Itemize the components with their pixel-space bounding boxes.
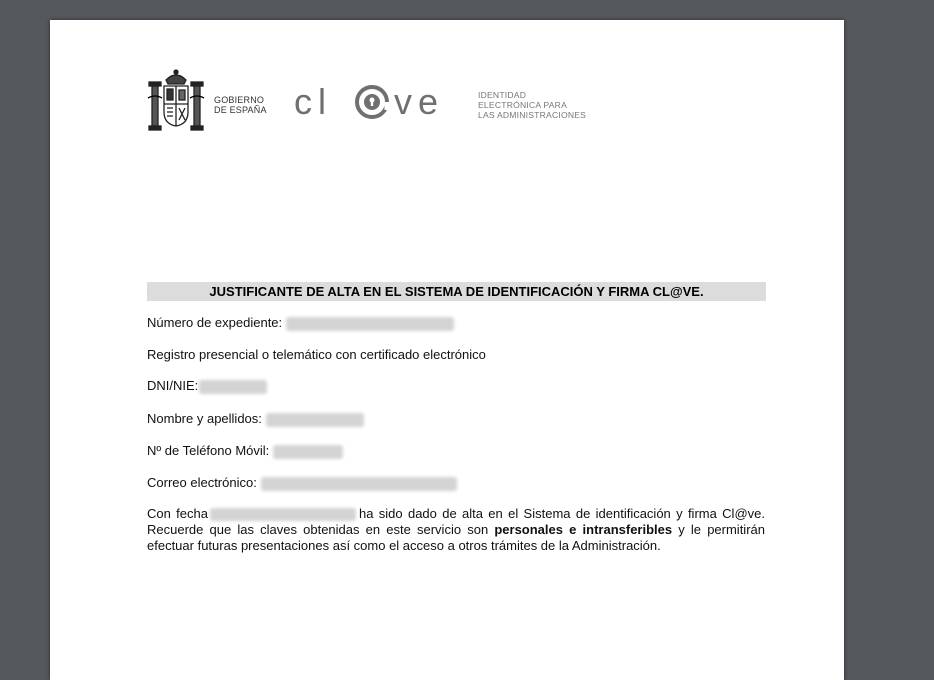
expediente-label: Número de expediente: — [147, 315, 283, 330]
redacted-expediente — [286, 317, 454, 331]
alta-paragraph — [147, 506, 765, 554]
registro-row — [147, 347, 486, 363]
correo-row — [147, 475, 457, 491]
nombre-row — [147, 411, 364, 427]
clave-logo — [294, 82, 469, 122]
document-title: JUSTIFICANTE DE ALTA EN EL SISTEMA DE IDENTIFICACIÓN Y FIRMA CL@VE. — [147, 282, 766, 301]
identidad-electronica-label — [478, 90, 586, 120]
expediente-row — [147, 315, 454, 331]
para-bold: personales e intransferibles — [494, 522, 673, 537]
para-prefix: Con fecha — [147, 506, 208, 521]
redacted-dni — [199, 380, 267, 394]
spain-coat-of-arms-icon — [146, 68, 206, 134]
redacted-telefono — [273, 445, 343, 459]
redacted-fecha — [210, 508, 356, 521]
correo-label: Correo electrónico: — [147, 475, 257, 490]
gobierno-espana-label — [214, 95, 267, 115]
para-middle: ha sido dado de alta en el Sistema de identificación y firma Cl@ve. Recuerde que las claves obtenidas en este servicio son — [147, 506, 765, 537]
para-suffix: y le permitirán efectuar futuras presentaciones así como el acceso a otros trámites de la Administración. — [147, 522, 765, 553]
dni-label: DNI/NIE: — [147, 378, 199, 393]
nombre-label: Nombre y apellidos: — [147, 411, 262, 426]
telefono-label: Nº de Teléfono Móvil: — [147, 443, 270, 458]
registro-text: Registro presencial o telemático con certificado electrónico — [147, 347, 486, 362]
gobierno-line-2: DE ESPAÑA — [214, 105, 267, 115]
dni-row — [147, 378, 267, 394]
telefono-row — [147, 443, 343, 459]
document-header — [146, 68, 706, 138]
redacted-correo — [261, 477, 457, 491]
svg-text:cl: cl — [294, 82, 332, 122]
gobierno-line-1: GOBIERNO — [214, 95, 265, 105]
identidad-line-1: IDENTIDAD — [478, 90, 527, 100]
identidad-line-2: ELECTRÓNICA PARA — [478, 100, 567, 110]
redacted-nombre — [266, 413, 364, 427]
svg-text:ve: ve — [394, 82, 445, 122]
document-page — [50, 20, 844, 680]
identidad-line-3: LAS ADMINISTRACIONES — [478, 110, 587, 120]
